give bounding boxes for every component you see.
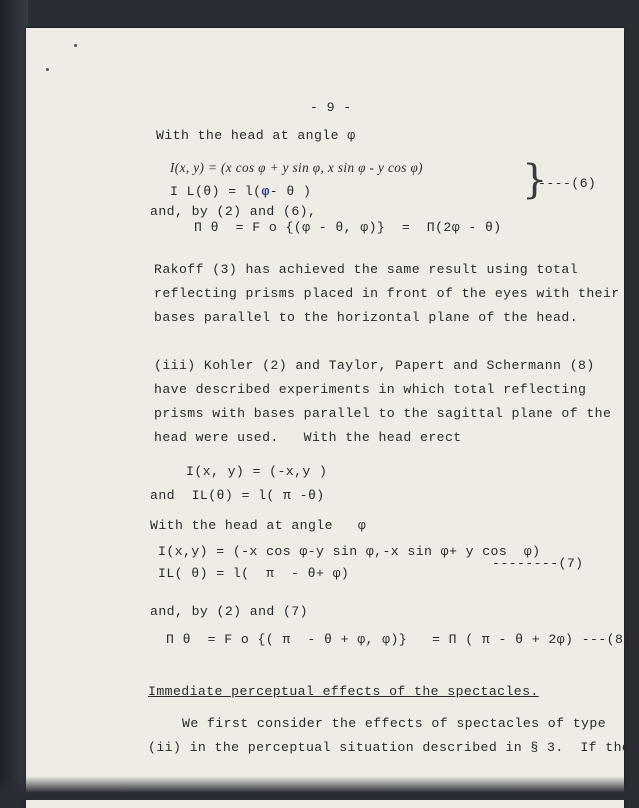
eq7-line2: IL( θ) = l( π - θ+ φ) xyxy=(158,566,350,581)
eq6-line1: I(x, y) = (x cos φ + y sin φ, x sin φ - y cos φ) xyxy=(170,160,423,175)
eq6-label: ----(6) xyxy=(538,176,597,191)
eq6-brace: } xyxy=(522,157,548,203)
document-page xyxy=(26,28,632,808)
section-heading: Immediate perceptual effects of the spectacles. xyxy=(148,684,539,699)
erect-line-2: and IL(θ) = l( π -θ) xyxy=(150,488,325,503)
page-number: - 9 - xyxy=(310,100,352,115)
scan-background xyxy=(0,0,28,800)
closing-line-2: (ii) in the perceptual situation described in § 3. If the xyxy=(148,740,631,755)
eq7-and-by: and, by (2) and (7) xyxy=(150,604,308,619)
rakoff-line-1: Rakoff (3) has achieved the same result using total xyxy=(154,262,579,277)
paper-speck xyxy=(74,44,77,47)
scan-bottom-edge xyxy=(0,776,639,800)
eq8-line: Π θ = F o {( π - θ + φ, φ)} = Π ( π - θ + 2φ) ---(8) xyxy=(166,632,632,647)
paper-speck xyxy=(46,68,49,71)
kohler-line-3: prisms with bases parallel to the sagittal plane of the xyxy=(154,406,612,421)
eq6-pi-line: Π θ = F o {(φ - θ, φ)} = Π(2φ - θ) xyxy=(194,220,502,235)
kohler-line-2: have described experiments in which total reflecting xyxy=(154,382,587,397)
eq7-line1: I(x,y) = (-x cos φ-y sin φ,-x sin φ+ y cos φ) xyxy=(158,544,541,559)
eq7-intro: With the head at angle φ xyxy=(150,518,367,533)
rakoff-line-3: bases parallel to the horizontal plane of the head. xyxy=(154,310,579,325)
eq6-line2: I L(θ) = l(φ- θ ) xyxy=(170,184,312,199)
eq7-label: --------(7) xyxy=(492,556,584,571)
erect-line-1: I(x, y) = (-x,y ) xyxy=(186,464,328,479)
kohler-line-4: head were used. With the head erect xyxy=(154,430,462,445)
rakoff-line-2: reflecting prisms placed in front of the eyes with their xyxy=(154,286,620,301)
closing-line-1: We first consider the effects of spectacles of type xyxy=(182,716,607,731)
eq6-intro: With the head at angle φ xyxy=(156,128,356,143)
kohler-line-1: (iii) Kohler (2) and Taylor, Papert and Schermann (8) xyxy=(154,358,595,373)
eq6-and-by: and, by (2) and (6), xyxy=(150,204,317,219)
